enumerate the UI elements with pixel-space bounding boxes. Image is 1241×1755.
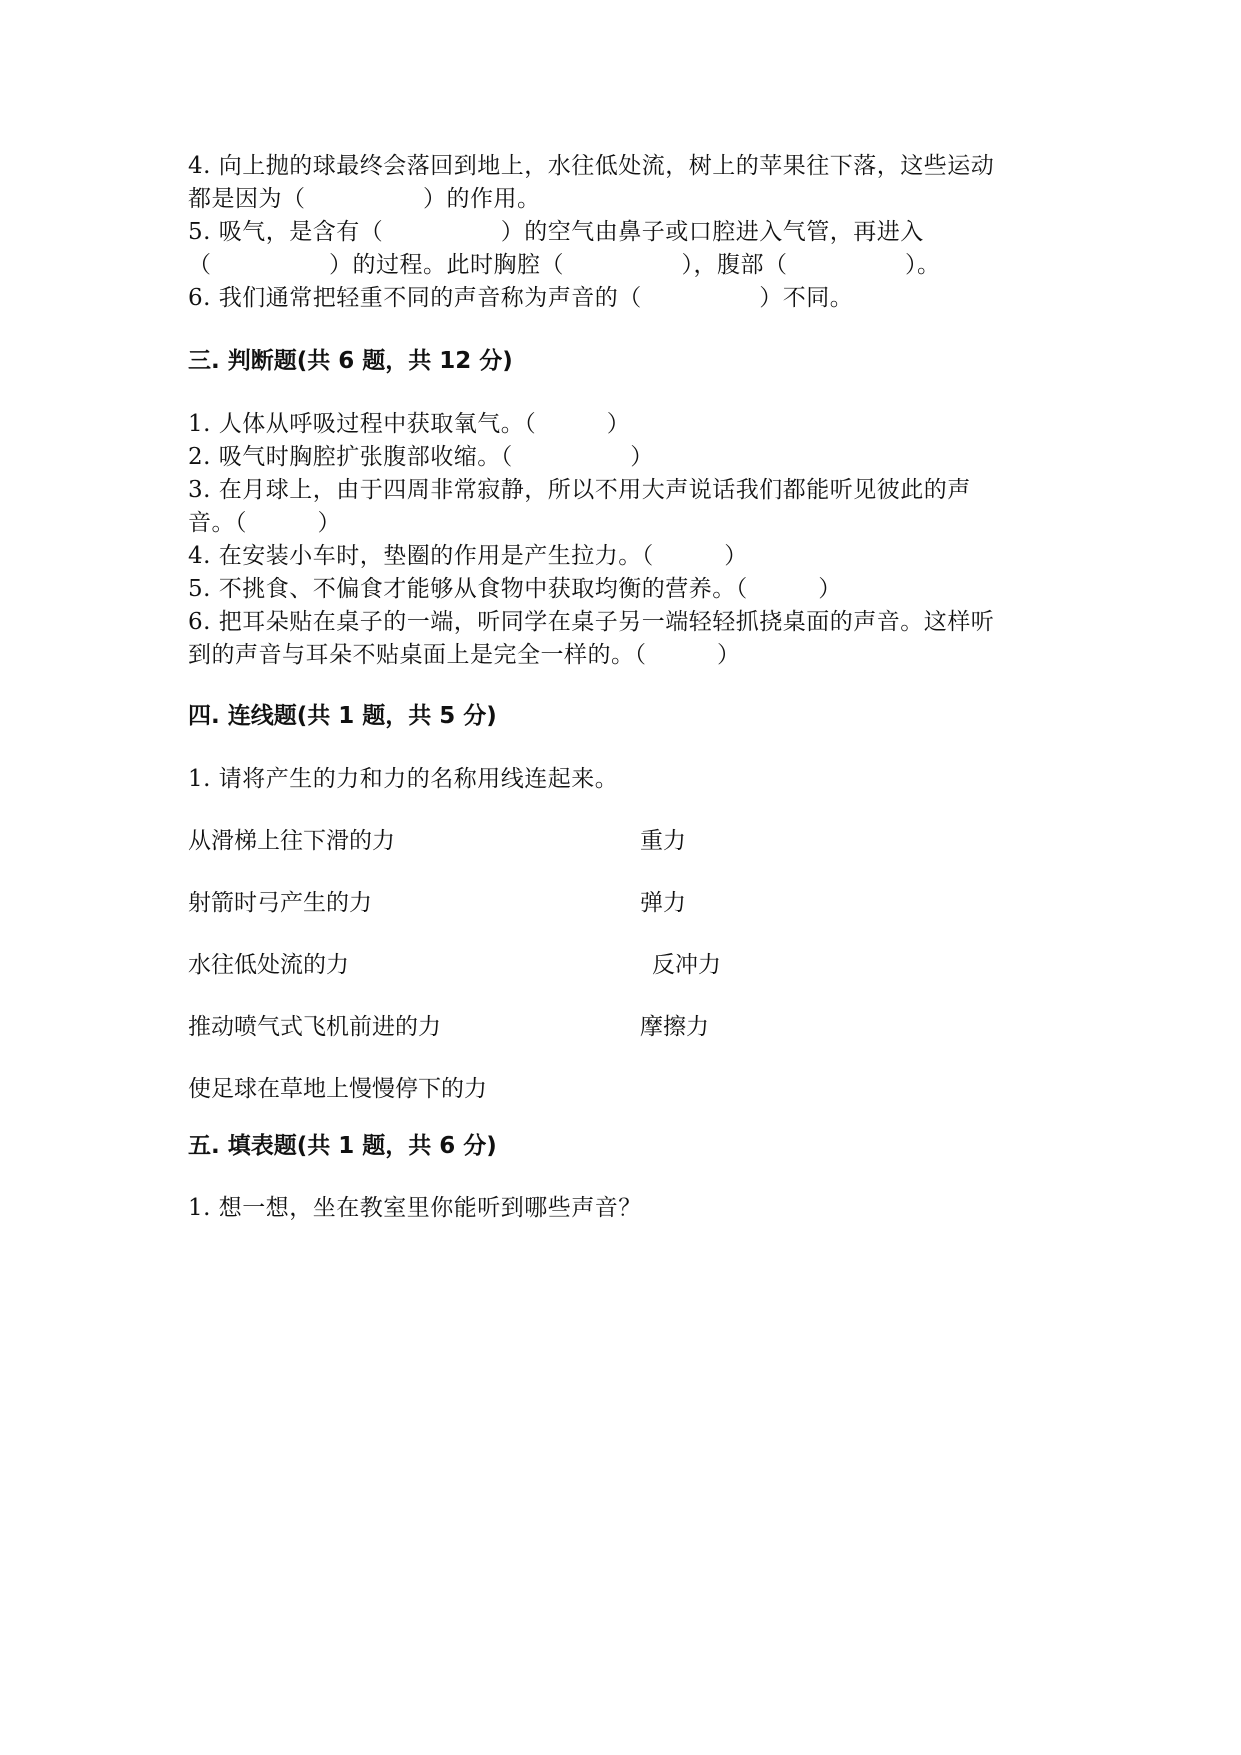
matching-left-item: 射箭时弓产生的力 bbox=[188, 890, 372, 916]
matching-left-item: 水往低处流的力 bbox=[188, 952, 349, 978]
judgement-q6-line2: 到的声音与耳朵不贴桌面上是完全一样的。（ ） bbox=[188, 642, 741, 668]
fill-q4-line2: 都是因为（ ）的作用。 bbox=[188, 186, 541, 212]
matching-right-item: 反冲力 bbox=[652, 952, 721, 978]
matching-right-item: 弹力 bbox=[640, 890, 686, 916]
matching-left-item: 从滑梯上往下滑的力 bbox=[188, 828, 395, 854]
judgement-q3-line1: 3. 在月球上，由于四周非常寂静，所以不用大声说话我们都能听见彼此的声 bbox=[188, 477, 971, 503]
judgement-q4: 4. 在安装小车时，垫圈的作用是产生拉力。（ ） bbox=[188, 543, 748, 569]
matching-right-item: 摩擦力 bbox=[640, 1014, 709, 1040]
judgement-q5: 5. 不挑食、不偏食才能够从食物中获取均衡的营养。（ ） bbox=[188, 576, 842, 602]
judgement-q1: 1. 人体从呼吸过程中获取氧气。（ ） bbox=[188, 411, 631, 437]
section-heading-matching: 四. 连线题(共 1 题，共 5 分) bbox=[188, 703, 497, 729]
fill-q5-line2: （ ）的过程。此时胸腔（ ），腹部（ ）。 bbox=[188, 252, 941, 278]
matching-instruction: 1. 请将产生的力和力的名称用线连起来。 bbox=[188, 766, 619, 792]
fill-q5-line1: 5. 吸气，是含有（ ）的空气由鼻子或口腔进入气管，再进入 bbox=[188, 219, 924, 245]
judgement-q6-line1: 6. 把耳朵贴在桌子的一端，听同学在桌子另一端轻轻抓挠桌面的声音。这样听 bbox=[188, 609, 995, 635]
matching-left-item: 使足球在草地上慢慢停下的力 bbox=[188, 1076, 487, 1102]
fill-q4-line1: 4. 向上抛的球最终会落回到地上，水往低处流，树上的苹果往下落，这些运动 bbox=[188, 153, 995, 179]
judgement-q3-line2: 音。（ ） bbox=[188, 510, 341, 536]
fill-q6-line1: 6. 我们通常把轻重不同的声音称为声音的（ ）不同。 bbox=[188, 285, 854, 311]
matching-right-item: 重力 bbox=[640, 828, 686, 854]
section-heading-judgement: 三. 判断题(共 6 题，共 12 分) bbox=[188, 348, 513, 374]
matching-left-item: 推动喷气式飞机前进的力 bbox=[188, 1014, 441, 1040]
table-fill-q1: 1. 想一想，坐在教室里你能听到哪些声音？ bbox=[188, 1195, 642, 1221]
section-heading-table-fill: 五. 填表题(共 1 题，共 6 分) bbox=[188, 1133, 497, 1159]
judgement-q2: 2. 吸气时胸腔扩张腹部收缩。（ ） bbox=[188, 444, 654, 470]
